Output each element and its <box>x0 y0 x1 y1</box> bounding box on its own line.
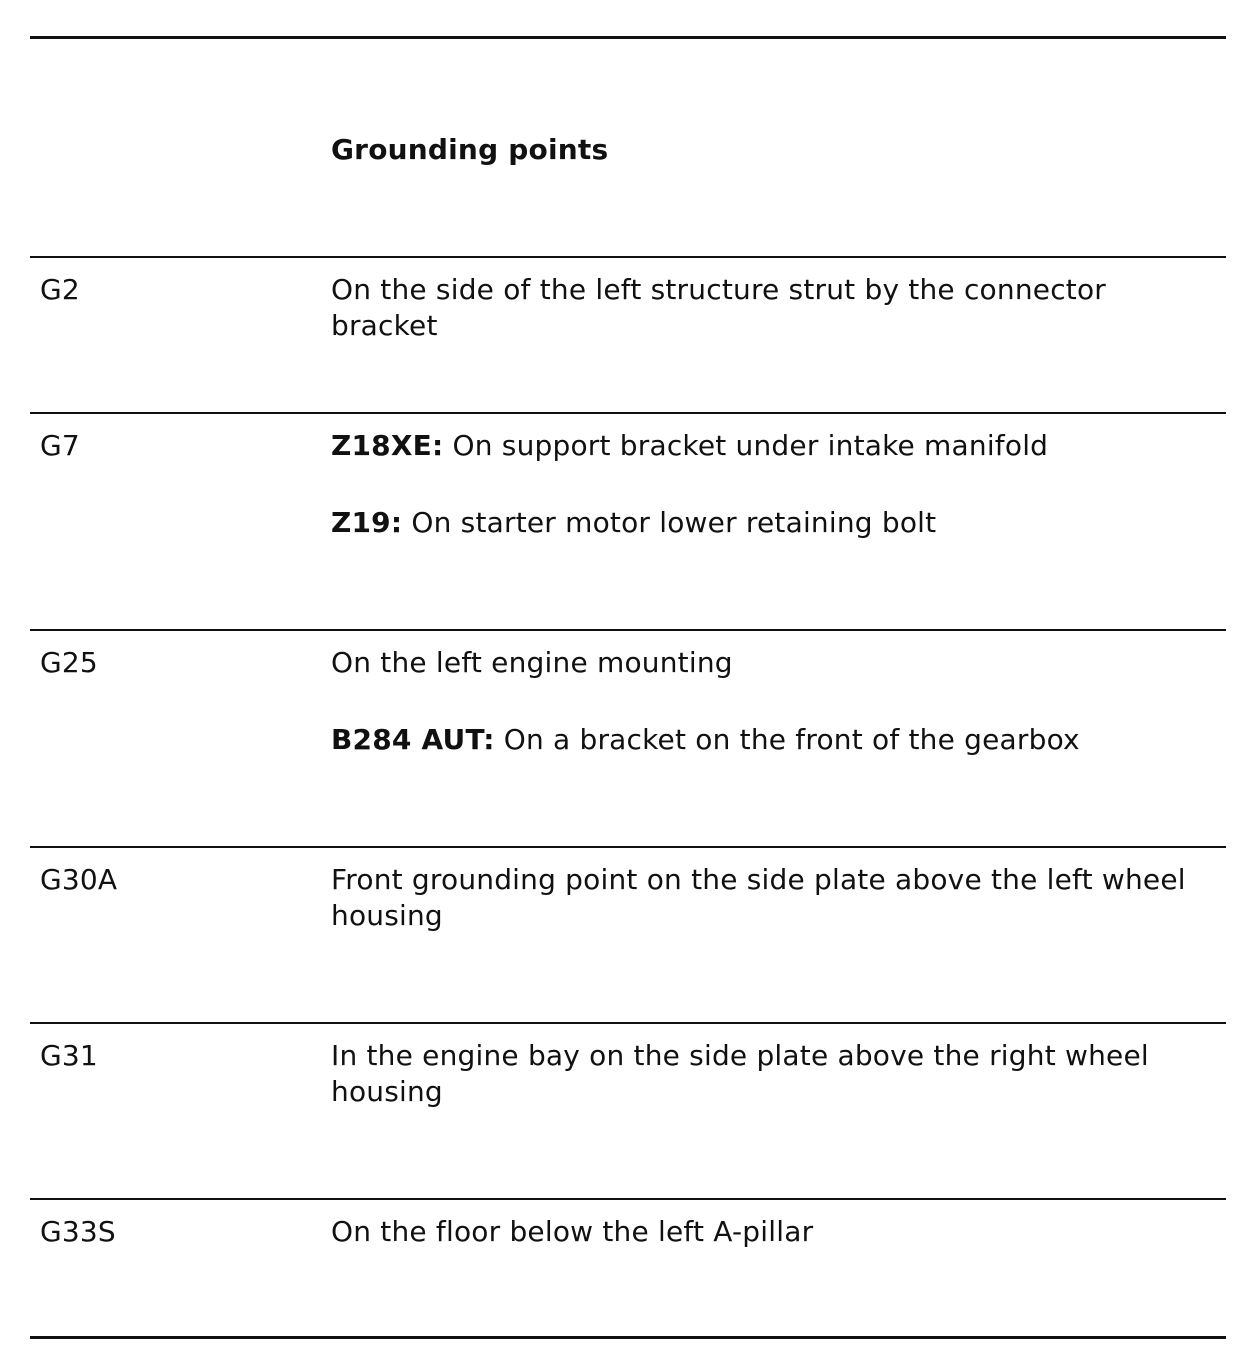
table-header <box>30 36 1226 257</box>
table-row <box>30 1198 1226 1337</box>
location-text: Front grounding point on the side plate above the left wheel housing <box>331 863 1186 932</box>
table-bottom-rule <box>30 1336 1226 1339</box>
location-text: On starter motor lower retaining bolt <box>402 506 937 539</box>
grounding-description <box>331 1214 1221 1250</box>
location-text: On the left engine mounting <box>331 646 733 679</box>
location-text: On a bracket on the front of the gearbox <box>494 723 1080 756</box>
grounding-code: G2 <box>40 273 80 306</box>
grounding-code: G30A <box>40 863 118 896</box>
description-line <box>331 645 1221 681</box>
description-line <box>331 1214 1221 1250</box>
grounding-code: G7 <box>40 429 80 462</box>
grounding-description <box>331 645 1221 758</box>
grounding-code: G31 <box>40 1039 98 1072</box>
grounding-description <box>331 428 1221 541</box>
description-line <box>331 1038 1221 1110</box>
description-line <box>331 722 1221 758</box>
location-text: On support bracket under intake manifold <box>443 429 1049 462</box>
table-row <box>30 412 1226 630</box>
grounding-points-table <box>30 0 1226 1354</box>
location-text: On the side of the left structure strut by the connector bracket <box>331 273 1107 342</box>
description-line <box>331 862 1221 934</box>
engine-label: Z19: <box>331 506 403 539</box>
grounding-code: G33S <box>40 1215 116 1248</box>
table-title: Grounding points <box>331 133 609 166</box>
grounding-description <box>331 272 1221 344</box>
grounding-description <box>331 1038 1221 1110</box>
location-text: In the engine bay on the side plate above the right wheel housing <box>331 1039 1149 1108</box>
engine-label: B284 AUT: <box>331 723 495 756</box>
location-text: On the floor below the left A-pillar <box>331 1215 814 1248</box>
engine-label: Z18XE: <box>331 429 444 462</box>
table-row <box>30 629 1226 847</box>
table-row <box>30 256 1226 413</box>
description-line <box>331 428 1221 464</box>
grounding-description <box>331 862 1221 934</box>
table-row <box>30 1022 1226 1199</box>
description-line <box>331 505 1221 541</box>
table-row <box>30 846 1226 1023</box>
grounding-code: G25 <box>40 646 98 679</box>
description-line <box>331 272 1221 344</box>
